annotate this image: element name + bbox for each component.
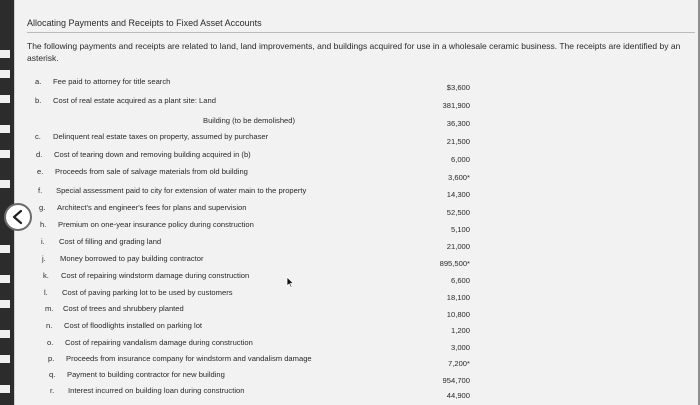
mouse-pointer-icon [286,276,294,288]
item-letter: e. [37,167,44,176]
item-description: Cost of repairing windstorm damage during construction [61,271,250,280]
item-letter: o. [47,338,54,347]
item-amount: 6,000 [450,155,470,164]
edge-mark [0,70,10,78]
item-amount: 7,200* [448,359,470,368]
chevron-left-icon [11,209,25,225]
item-description: Cost of paving parking lot to be used by customers [62,288,233,297]
item-description: Cost of filling and grading land [59,237,162,246]
edge-mark [0,385,10,393]
item-amount: 36,300 [446,119,470,128]
item-description: Interest incurred on building loan during construction [68,386,245,395]
item-letter: f. [38,186,43,195]
item-letter: c. [35,132,41,141]
item-description: Cost of floodlights installed on parking lot [64,321,203,330]
item-letter: n. [46,321,53,330]
item-letter: d. [36,150,43,159]
title-divider [27,32,695,33]
item-description: Cost of real estate acquired as a plant site: Land [53,96,216,105]
item-letter: r. [50,386,55,395]
item-letter: i. [41,237,45,246]
edge-mark [0,245,10,253]
item-description: Special assessment paid to city for extension of water main to the property [56,186,307,195]
edge-mark [0,125,10,133]
item-description: Proceeds from sale of salvage materials from old building [55,167,248,176]
item-letter: h. [40,220,47,229]
item-letter: j. [42,254,46,263]
problem-sheet [14,0,698,405]
item-amount: 3,000 [450,343,470,352]
problem-intro: The following payments and receipts are related to land, land improvements, and buildings acquired for use in a wholesale ceramic business. The receipts are identified by an asterisk. [27,41,681,63]
item-amount: 21,500 [446,137,470,146]
edge-mark [0,50,10,58]
item-amount: 5,100 [450,225,470,234]
edge-mark [0,95,10,103]
edge-mark [0,150,10,158]
item-letter: m. [45,304,54,313]
edge-mark [0,300,10,308]
edge-mark [0,330,10,338]
item-description: Fee paid to attorney for title search [53,77,171,86]
item-description: Cost of tearing down and removing building acquired in (b) [54,150,251,159]
item-letter: k. [43,271,49,280]
item-letter: b. [35,96,42,105]
item-amount: 21,000 [446,242,470,251]
item-amount: 1,200 [450,326,470,335]
item-amount: 381,900 [442,101,470,110]
item-amount: 3,600* [448,173,470,182]
item-amount: 18,100 [446,293,470,302]
item-description: Building (to be demolished) [203,116,296,125]
item-amount: 10,800 [446,310,470,319]
item-amount: 6,600 [450,276,470,285]
item-letter: q. [49,370,56,379]
edge-mark [0,355,10,363]
item-amount: 44,900 [446,391,470,400]
item-amount: 14,300 [446,190,470,199]
item-amount: 895,500* [439,259,470,268]
item-description: Proceeds from insurance company for windstorm and vandalism damage [66,354,312,363]
item-letter: p. [48,354,55,363]
edge-mark [0,180,10,188]
item-letter: l. [44,288,48,297]
item-description: Cost of trees and shrubbery planted [63,304,184,313]
item-description: Payment to building contractor for new building [67,370,225,379]
item-letter: a. [35,77,42,86]
previous-page-button[interactable] [4,203,32,231]
item-amount: 954,700 [442,376,470,385]
item-description: Premium on one-year insurance policy during construction [58,220,254,229]
item-description: Cost of repairing vandalism damage during construction [65,338,253,347]
edge-mark [0,275,10,283]
item-letter: g. [39,203,46,212]
item-amount: $3,600 [446,83,470,92]
problem-title: Allocating Payments and Receipts to Fixed Asset Accounts [27,18,262,28]
item-description: Delinquent real estate taxes on property, assumed by purchaser [53,132,269,141]
item-description: Architect's and engineer's fees for plans and supervision [57,203,247,212]
item-description: Money borrowed to pay building contractor [60,254,204,263]
item-amount: 52,500 [446,208,470,217]
